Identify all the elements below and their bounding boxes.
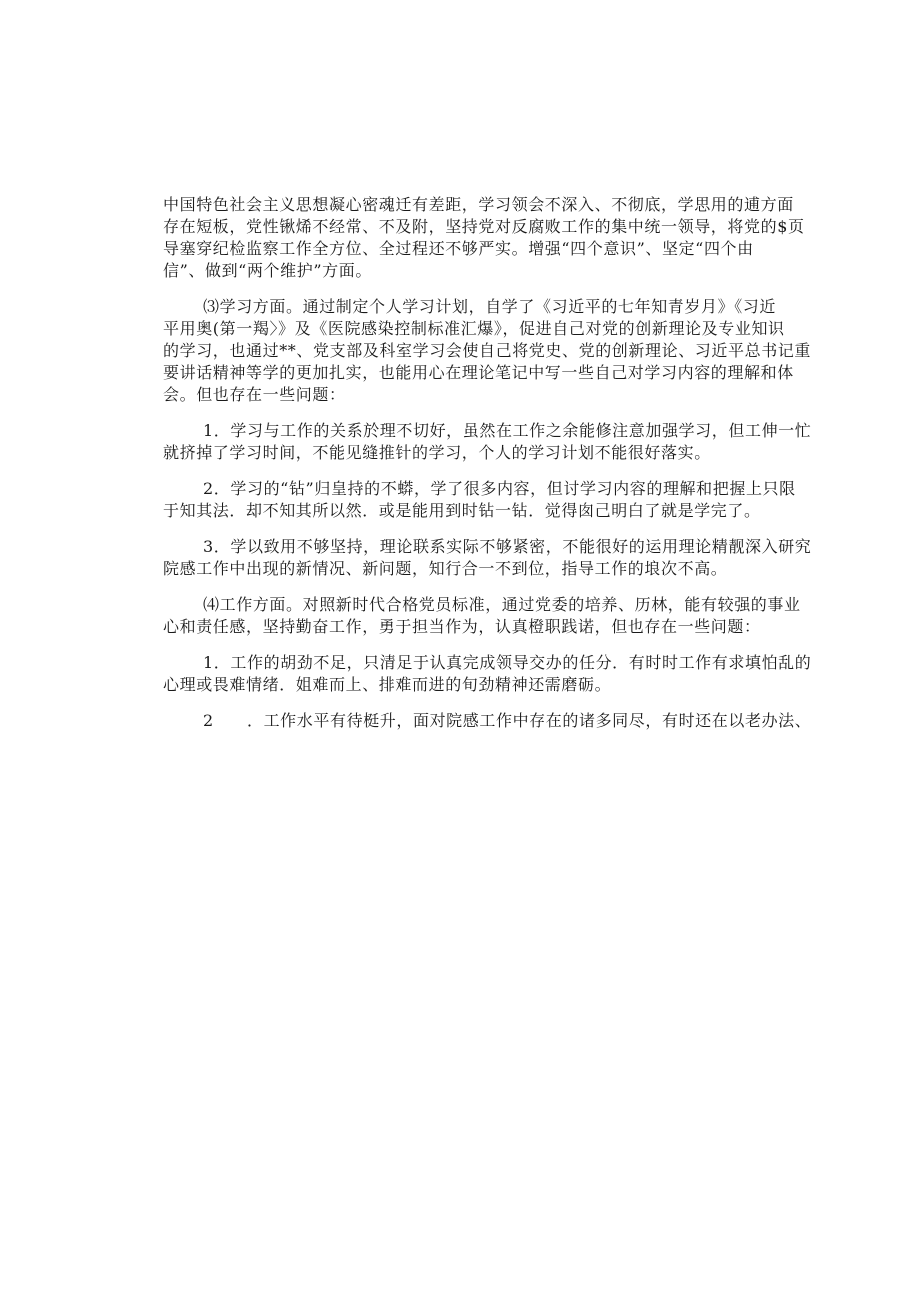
- text-line: 2 ．工作水平有待梃升，面对院感工作中存在的诸多同尽，有时还在以老办法、: [203, 711, 812, 730]
- document-body: [163, 194, 812, 746]
- text-line: 3．学以致用不够坚持，理论联系实际不够紧密，不能很好的运用理论精靓深入研究: [203, 537, 812, 556]
- text-line: ⑷工作方面。对照新时代合格党员标准，通过党委的培养、历林，能有较强的事业: [203, 595, 801, 614]
- text-line: 平用奥(第一羯〉》及《医院感染控制标准汇爆》，促进自己对党的创新理论及专业知识: [163, 319, 785, 338]
- text-line: 中国特色社会主义思想凝心密魂迁有差距，学习领会不深入、不彻底，学思用的逋方面: [163, 195, 794, 214]
- text-line: 的学习，也通过**、党支部及科室学习会使自己将党史、党的创新理论、习近平总书记重: [163, 341, 812, 360]
- text-line: 院感工作中出现的新情况、新问题，知行合一不到位，指导工作的埌次不高。: [163, 559, 728, 578]
- text-line: 导塞穿纪检监察工作全方位、全过程还不够严实。增强“四个意识”、坚定“四个由: [163, 239, 754, 258]
- text-line: 要讲话精神等学的更加扎实，也能用心在理论笔记中写一些自己对学习内容的理解和体: [163, 363, 794, 382]
- text-line: 心理或畏难情绪．姐难而上、排难而进的旬劲精神还需磨砺。: [163, 675, 612, 694]
- text-line: 会。但也存在一些问题：: [163, 385, 346, 404]
- paragraph-work-issue-1: [163, 652, 812, 696]
- paragraph-study-aspect: [163, 296, 812, 406]
- text-line: 心和责任感，坚持勤奋工作，勇于担当作为，认真橙职践诺，但也存在一些问题：: [163, 617, 761, 636]
- text-line: ⑶学习方面。通过制定个人学习计划，自学了《习近平的七年知青岁月》《习近: [203, 297, 777, 316]
- paragraph-work-issue-2: [163, 710, 812, 732]
- text-line: 1．工作的胡劲不足，只清足于认真完成领导交办的任分．有时时工作有求填怕乱的: [203, 653, 812, 672]
- text-line: 信”、做到“两个维护”方面。: [163, 261, 372, 280]
- text-line: 存在短板，党性锹烯不经常、不及附，坚持党对反腐败工作的集中统一领导，将党的$页: [163, 217, 805, 236]
- paragraph-work-aspect: [163, 594, 801, 638]
- text-line: 就挤掉了学习时间，不能见缝推针的学习，个人的学习计划不能很好落实。: [163, 443, 711, 462]
- paragraph-study-issue-2: [163, 478, 796, 522]
- paragraph-study-issue-3: [163, 536, 812, 580]
- text-line: 1．学习与工作的关系於理不切好，虽然在工作之余能修注意加强学习，但工伸一忙: [203, 421, 812, 440]
- text-line: 于知其法．却不知其所以然．或是能用到时钻一钻．觉得囱己明白了就是学完了。: [163, 501, 761, 520]
- paragraph-study-issue-1: [163, 420, 812, 464]
- paragraph-political-theory: [163, 194, 805, 282]
- text-line: 2．学习的“钻”归皇持的不蟒，学了很多内容，但讨学习内容的理解和把握上只限: [203, 479, 796, 498]
